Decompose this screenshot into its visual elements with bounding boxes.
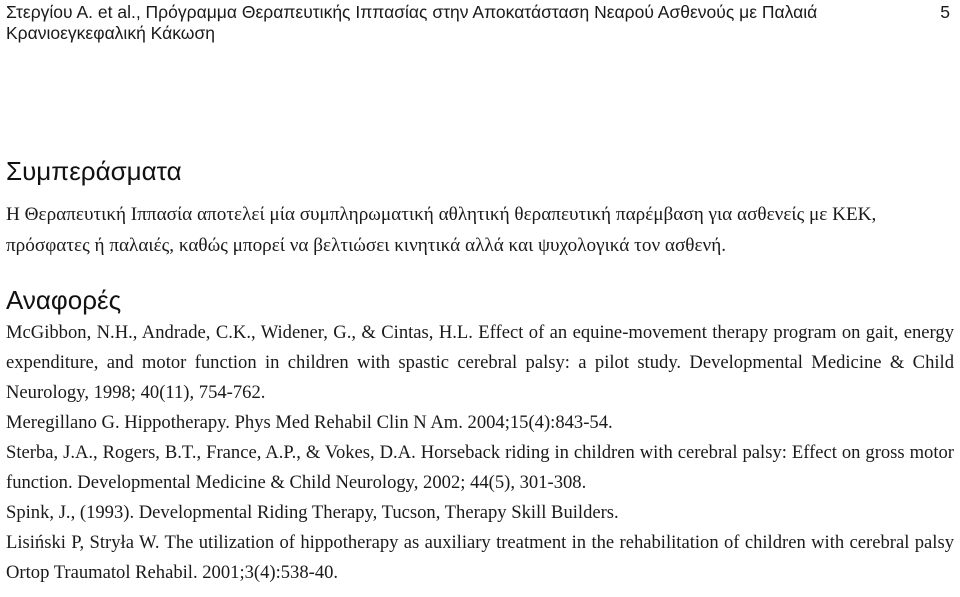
reference-item: Lisiński P, Stryła W. The utilization of hippotherapy as auxiliary treatment in the rehabilitation of children with cerebral palsy Ortop Traumatol Rehabil. 2001;3(4):538-40. (6, 532, 954, 583)
page-number: 5 (940, 2, 950, 22)
reference-item: Spink, J., (1993). Developmental Riding Therapy, Tucson, Therapy Skill Builders. (6, 502, 619, 523)
reference-item: Meregillano G. Hippotherapy. Phys Med Rehabil Clin N Am. 2004;15(4):843-54. (6, 412, 613, 433)
conclusions-paragraph: Η Θεραπευτική Ιππασία αποτελεί μία συμπληρωματική αθλητική θεραπευτική παρέμβαση για ασθενείς με ΚΕΚ, πρόσφατες ή παλαιές, καθώς μπορεί να βελτιώσει κινητικά αλλά και ψυχολογικά τον ασθενή. (6, 204, 877, 256)
running-header: Στεργίου Α. et al., Πρόγραμμα Θεραπευτικής Ιππασίας στην Αποκατάσταση Νεαρού Ασθενούς με Παλαιά Κρανιοεγκεφαλική Κάκωση (6, 2, 818, 43)
reference-item: Sterba, J.A., Rogers, B.T., France, A.P., & Vokes, D.A. Horseback riding in children with cerebral palsy: Effect on gross motor function. Developmental Medicine & Child Neurology, 2002; 44(5), 301-308. (6, 442, 954, 493)
reference-item: McGibbon, N.H., Andrade, C.K., Widener, G., & Cintas, H.L. Effect of an equine-movement therapy program on gait, energy expenditure, and motor function in children with spastic cerebral palsy: a pilot study. Developmental Medicine & Child Neurology, 1998; 40(11), 754-762. (6, 322, 954, 403)
conclusions-heading: Συμπεράσματα (6, 156, 182, 186)
references-heading: Αναφορές (6, 285, 122, 315)
references-list (6, 318, 954, 588)
